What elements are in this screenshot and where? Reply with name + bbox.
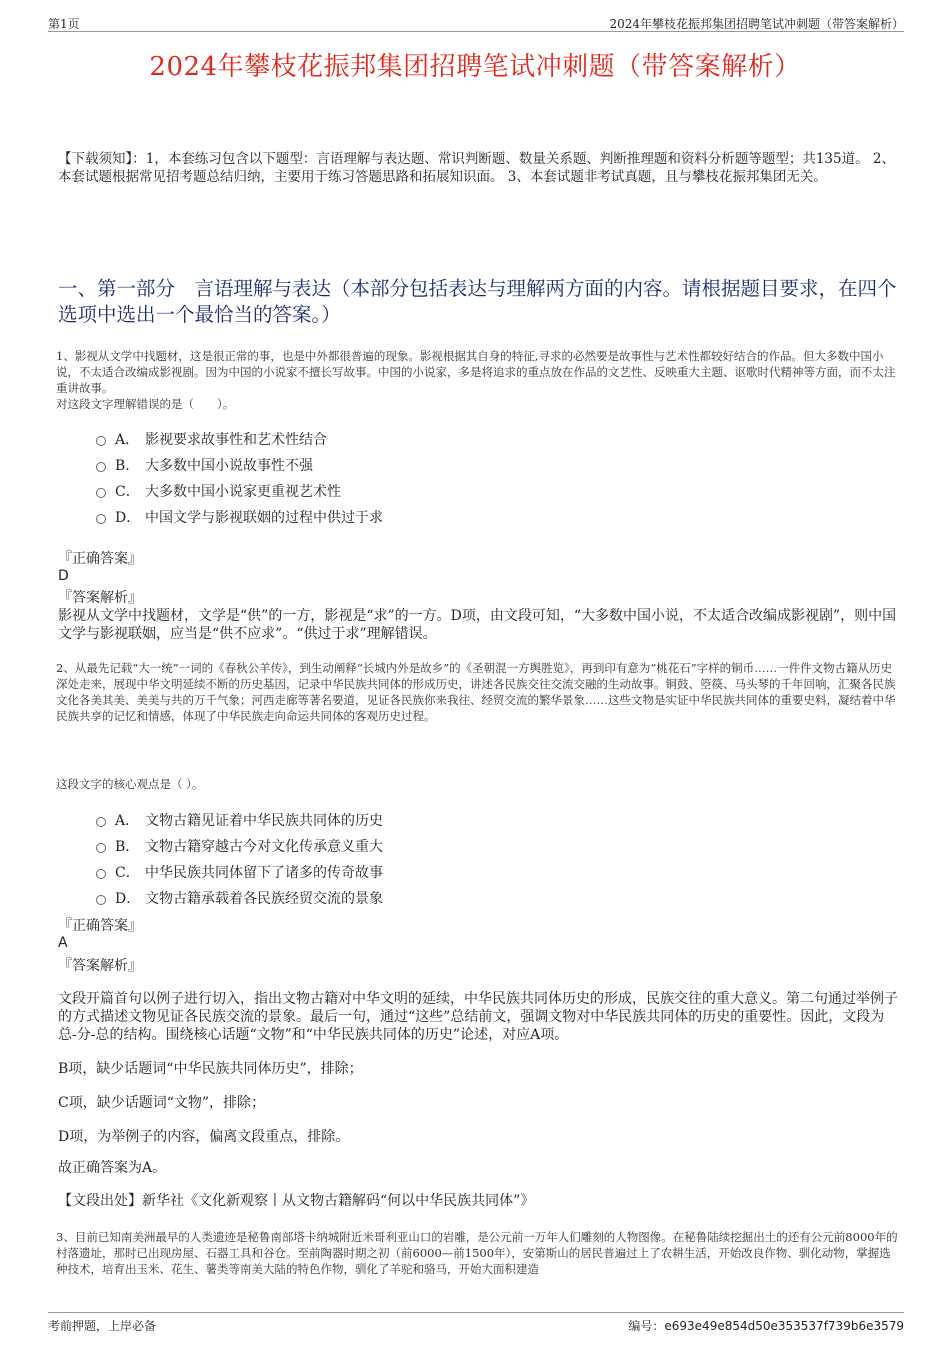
header-doc-title: 2024年攀枝花振邦集团招聘笔试冲刺题（带答案解析） <box>609 17 904 31</box>
answer-value: A <box>58 935 68 951</box>
document-title: 2024年攀枝花振邦集团招聘笔试冲刺题（带答案解析） <box>149 52 801 82</box>
analysis-option-b: B项，缺少话题词“中华民族共同体历史”，排除； <box>58 1061 363 1077</box>
page-footer <box>48 1312 904 1333</box>
radio-icon[interactable] <box>96 817 106 827</box>
question-2-ask: 这段文字的核心观点是（ ）。 <box>56 777 204 791</box>
passage-source: 【文段出处】新华社《文化新观察丨从文物古籍解码“何以中华民族共同体”》 <box>58 1193 535 1209</box>
section-heading: 一、第一部分 言语理解与表达（本部分包括表达与理解两方面的内容。请根据题目要求，在四个选项中选出一个最恰当的答案。） <box>58 277 897 326</box>
analysis-label: 『答案解析』 <box>58 590 142 606</box>
question-2-stem: 2、从最先记载“大一统”一词的《春秋公羊传》，到生动阐释“长城内外是故乡”的《圣朝混一方舆胜览》，再到印有意为“桃花石”字样的铜币……一件件文物古籍从历史深处走来，展现中华文明延续不断的历史基因，记录中华民族共同体的形成历史，讲述各民族交往交流交融的生动故事。铜鼓、箜篌、马头琴的千年回响，汇聚各民族文化各美其美、美美与共的万千气象；河西走廊等著名要道，见证各民族你来我往、经贸交流的繁华景象……这些文物是实证中华民族共同体的重要史料，凝结着中华民族共享的记忆和情感，体现了中华民族走向命运共同体的客观历史过程。 <box>56 661 896 723</box>
analysis-text: 影视从文学中找题材，文学是“供”的一方，影视是“求”的一方。D项，由文段可知，“大多数中国小说，不太适合改编成影视剧”，则中国文学与影视联姻，应当是“供不应求”。“供过于求”理解错误。 <box>58 608 897 642</box>
page-header <box>48 13 904 32</box>
answer-value: D <box>58 568 69 584</box>
option-b[interactable]: B． 文物古籍穿越古今对文化传承意义重大 <box>96 833 383 859</box>
radio-icon[interactable] <box>96 843 106 853</box>
analysis-label: 『答案解析』 <box>58 958 142 974</box>
option-a[interactable]: A． 影视要求故事性和艺术性结合 <box>96 426 383 452</box>
option-c[interactable]: C． 中华民族共同体留下了诸多的传奇故事 <box>96 859 383 885</box>
answer-label: 『正确答案』 <box>58 551 142 567</box>
option-c[interactable]: C． 大多数中国小说家更重视艺术性 <box>96 478 383 504</box>
analysis-text: 文段开篇首句以例子进行切入，指出文物古籍对中华文明的延续，中华民族共同体历史的形成，民族交往的重大意义。第二句通过举例子的方式描述文物见证各民族交流的景象。最后一句，通过“这些”总结前文，强调文物对中华民族共同体的历史的重要性。因此，文段为总-分-总的结构。围绕核心话题“文物”和“中华民族共同体的历史”论述，对应A项。 <box>58 991 898 1043</box>
radio-icon[interactable] <box>96 488 106 498</box>
question-1-ask: 对这段文字理解错误的是（ ）。 <box>56 397 235 411</box>
option-b[interactable]: B． 大多数中国小说故事性不强 <box>96 452 383 478</box>
question-1-options <box>96 426 383 530</box>
question-1-stem: 1、影视从文学中找题材，这是很正常的事，也是中外都很普遍的现象。影视根据其自身的特征,寻求的必然要是故事性与艺术性都较好结合的作品。但大多数中国小说，不太适合改编成影视剧。因为中国的小说家不擅长写故事。中国的小说家，多是将追求的重点放在作品的文艺性、反映重大主题、讴歌时代精神等方面，而不太注重讲故事。 对这段文字理解错误的是（ ）。 <box>56 348 900 412</box>
analysis-option-c: C项，缺少话题词“文物”，排除； <box>58 1095 266 1111</box>
analysis-option-d: D项，为举例子的内容，偏离文段重点，排除。 <box>58 1129 350 1145</box>
question-3-stem: 3、目前已知南美洲最早的人类遗迹是秘鲁南部塔卡纳城附近米哥利亚山口的岩雕，是公元前一万年人们雕刻的人物图像。在秘鲁陆续挖掘出土的还有公元前8000年的村落遗址，那时已出现房屋、石器工具和谷仓。至前陶器时期之初（前6000—前1500年），安第斯山的居民普遍过上了农耕生活，开始改良作物、驯化动物，掌握选种技术，培育出玉米、花生、薯类等南美大陆的特色作物，驯化了羊驼和骆马，开始大面积建造 <box>56 1230 898 1276</box>
analysis-conclusion: 故正确答案为A。 <box>58 1160 167 1176</box>
option-d[interactable]: D． 中国文学与影视联姻的过程中供过于求 <box>96 504 383 530</box>
radio-icon[interactable] <box>96 436 106 446</box>
radio-icon[interactable] <box>96 462 106 472</box>
radio-icon[interactable] <box>96 514 106 524</box>
footer-slogan: 考前押题，上岸必备 <box>48 1319 157 1333</box>
download-notice: 【下载须知】：1，本套练习包含以下题型：言语理解与表达题、常识判断题、数量关系题、判断推理题和资料分析题等题型；共135道。 2、本套试题根据常见招考题总结归纳，主要用于练习答题思路和拓展知识面。 3、本套试题非考试真题，且与攀枝花振邦集团无关。 <box>58 151 895 185</box>
page-number: 第1页 <box>48 17 80 31</box>
radio-icon[interactable] <box>96 869 106 879</box>
radio-icon[interactable] <box>96 895 106 905</box>
answer-label: 『正确答案』 <box>58 918 142 934</box>
document-code: 编号：e693e49e854d50e353537f739b6e3579 <box>628 1319 904 1333</box>
question-2-options <box>96 807 383 911</box>
option-d[interactable]: D． 文物古籍承载着各民族经贸交流的景象 <box>96 885 383 911</box>
option-a[interactable]: A． 文物古籍见证着中华民族共同体的历史 <box>96 807 383 833</box>
